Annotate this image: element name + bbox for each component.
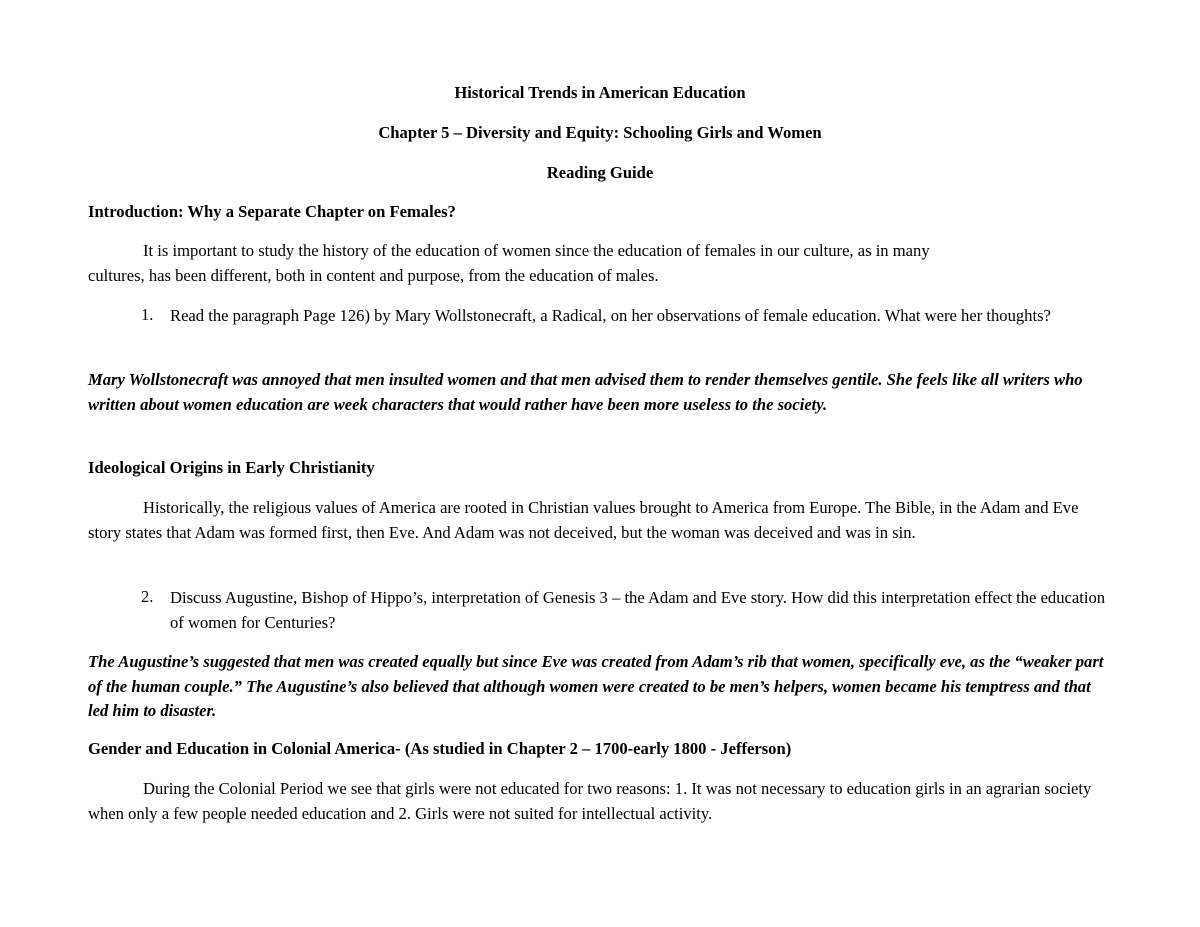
document-title: Historical Trends in American Education xyxy=(454,83,746,102)
question-text: Read the paragraph Page 126) by Mary Wollstonecraft, a Radical, on her observations of female education. What were her thoughts? xyxy=(170,306,1051,325)
answer-1: Mary Wollstonecraft was annoyed that men insulted women and that men advised them to render themselves gentile. She feels like all writers who written about women education are week characters that would rather have been more useless to the society. xyxy=(88,370,1083,414)
question-text: Discuss Augustine, Bishop of Hippo’s, interpretation of Genesis 3 – the Adam and Eve story. How did this interpretation effect the education of women for Centuries? xyxy=(170,588,1106,632)
reading-guide-label: Reading Guide xyxy=(546,163,654,182)
section-heading-christianity: Ideological Origins in Early Christianity xyxy=(88,458,375,477)
intro-paragraph-line-1: It is important to study the history of the education of women since the education of females in our culture, as in many xyxy=(143,241,930,260)
chapter-title: Chapter 5 – Diversity and Equity: Schooling Girls and Women xyxy=(378,123,822,142)
question-number: 2. xyxy=(141,587,154,606)
christianity-paragraph: Historically, the religious values of America are rooted in Christian values brought to America from Europe. The Bible, in the Adam and Eve story states that Adam was formed first, then Eve. And Adam was not deceived, but the woman was deceived and was in sin. xyxy=(88,498,1079,542)
section-heading-colonial: Gender and Education in Colonial America- (As studied in Chapter 2 – 1700-early 1800 - Jefferson) xyxy=(88,739,792,758)
colonial-paragraph: During the Colonial Period we see that girls were not educated for two reasons: 1. It was not necessary to education girls in an agrarian society when only a few people needed education and 2. Girls were not suited for intellectual activity. xyxy=(88,779,1092,823)
intro-paragraph-line-2: cultures, has been different, both in content and purpose, from the education of males. xyxy=(88,266,659,285)
question-number: 1. xyxy=(141,305,154,324)
section-heading-introduction: Introduction: Why a Separate Chapter on Females? xyxy=(88,202,456,221)
answer-2: The Augustine’s suggested that men was created equally but since Eve was created from Adam’s rib that women, specifically eve, as the “weaker part of the human couple.” The Augustine’s also believed that although women were created to be men’s helpers, women became his temptress and that led him to disaster. xyxy=(88,652,1104,720)
